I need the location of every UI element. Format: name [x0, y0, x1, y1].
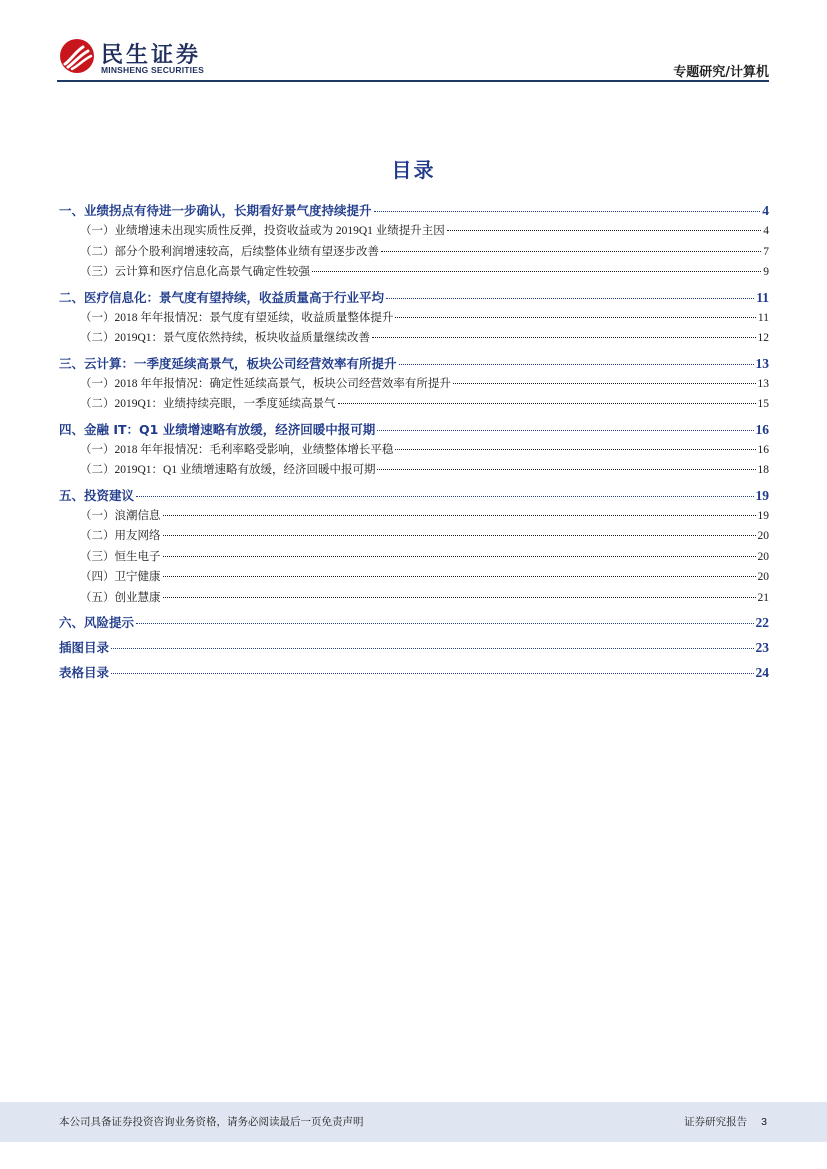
toc-subsection-entry[interactable]	[59, 375, 769, 396]
toc-entry-page: 20	[757, 571, 769, 583]
toc-dot-leader	[395, 448, 755, 450]
toc-entry-label: 三、云计算：一季度延续高景气，板块公司经营效率有所提升	[59, 355, 397, 371]
toc-subsection-entry[interactable]	[59, 309, 769, 330]
toc-entry-page: 9	[763, 266, 769, 278]
toc-entry-label: 表格目录	[59, 665, 110, 680]
toc-dot-leader	[136, 622, 753, 624]
toc-section-entry[interactable]	[59, 201, 769, 222]
toc-entry-label: 一、业绩拐点有待进一步确认，长期看好景气度持续提升	[59, 203, 372, 218]
toc-entry-page: 13	[755, 355, 769, 371]
toc-entry-label: （五）创业慧康	[80, 591, 161, 604]
toc-dot-leader	[447, 229, 761, 231]
toc-subsection-entry[interactable]	[59, 461, 769, 482]
toc-entry-page: 16	[755, 421, 769, 437]
toc-entry-label: 四、金融 IT：Q1 业绩增速略有放缓，经济回暖中报可期	[59, 421, 376, 437]
toc-entry-label: （一）2018 年年报情况：毛利率略受影响，业绩整体增长平稳	[80, 443, 394, 456]
toc-entry-page: 18	[757, 464, 769, 476]
toc-entry-label: （四）卫宁健康	[80, 571, 161, 583]
toc-subsection-entry[interactable]	[59, 329, 769, 350]
toc-dot-leader	[136, 495, 753, 497]
toc-entry-page: 16	[757, 443, 769, 456]
toc-entry-page: 20	[757, 550, 769, 563]
page-footer	[0, 1102, 827, 1142]
toc-entry-label: （三）云计算和医疗信息化高景气确定性较强	[80, 266, 310, 278]
toc-subsection-entry[interactable]	[59, 243, 769, 264]
toc-entry-page: 15	[757, 398, 769, 410]
toc-entry-page: 11	[756, 289, 769, 305]
report-category: 专题研究/计算机	[673, 65, 769, 80]
toc-entry-label: 六、风险提示	[59, 615, 135, 630]
toc-entry-label: （二）用友网络	[80, 530, 161, 542]
toc-entry-label: （二）2019Q1：Q1 业绩增速略有放缓，经济回暖中报可期	[80, 464, 376, 476]
toc-dot-leader	[111, 672, 753, 674]
toc-subsection-entry[interactable]	[59, 589, 769, 610]
toc-dot-leader	[163, 555, 756, 557]
toc-entry-page: 19	[755, 487, 769, 503]
toc-dot-leader	[372, 336, 755, 338]
toc-entry-page: 13	[757, 377, 769, 390]
toc-dot-leader	[377, 429, 753, 431]
toc-entry-page: 21	[757, 591, 769, 604]
toc-subsection-entry[interactable]	[59, 527, 769, 548]
toc-section-entry[interactable]	[59, 420, 769, 441]
toc-dot-leader	[399, 363, 754, 365]
toc-subsection-entry[interactable]	[59, 441, 769, 462]
toc-entry-page: 20	[757, 530, 769, 542]
toc-dot-leader	[312, 270, 761, 272]
toc-dot-leader	[395, 316, 756, 318]
toc-section-entry[interactable]	[59, 613, 769, 634]
toc-entry-label: 插图目录	[59, 640, 110, 655]
minsheng-logo-icon	[59, 38, 95, 74]
footer-right	[684, 1114, 767, 1129]
footer-report-type: 证券研究报告	[684, 1116, 748, 1128]
toc-entry-page: 24	[755, 665, 769, 680]
toc-subsection-entry[interactable]	[59, 507, 769, 528]
toc-section-entry[interactable]	[59, 288, 769, 309]
toc-section-entry[interactable]	[59, 354, 769, 375]
toc-subsection-entry[interactable]	[59, 263, 769, 284]
toc-title: 目录	[391, 158, 436, 182]
toc-entry-label: （二）2019Q1：景气度依然持续，板块收益质量继续改善	[80, 332, 371, 344]
toc-dot-leader	[386, 297, 754, 299]
toc-entry-label: （一）业绩增速未出现实质性反弹，投资收益或为 2019Q1 业绩提升主因	[80, 225, 445, 237]
toc-entry-page: 11	[757, 311, 769, 324]
footer-page-number: 3	[761, 1116, 767, 1128]
toc-entry-label: （三）恒生电子	[80, 550, 161, 563]
toc-dot-leader	[377, 468, 755, 470]
toc-dot-leader	[163, 575, 756, 577]
toc-subsection-entry[interactable]	[59, 548, 769, 569]
toc-entry-page: 22	[755, 615, 769, 630]
minsheng-logo	[59, 38, 219, 78]
toc-entry-page: 4	[762, 203, 769, 218]
toc-entry-page: 19	[757, 509, 769, 522]
toc-dot-leader	[374, 210, 761, 212]
toc-section-entry[interactable]	[59, 663, 769, 684]
table-of-contents	[59, 197, 769, 684]
toc-dot-leader	[338, 402, 756, 404]
header-divider	[57, 80, 769, 82]
toc-entry-label: 二、医疗信息化：景气度有望持续，收益质量高于行业平均	[59, 289, 385, 305]
toc-entry-label: （二）2019Q1：业绩持续亮眼，一季度延续高景气	[80, 398, 336, 410]
logo-chinese-name: 民生证券	[101, 43, 202, 68]
toc-entry-label: （一）2018 年年报情况：景气度有望延续，收益质量整体提升	[80, 311, 394, 324]
toc-dot-leader	[111, 647, 753, 649]
footer-disclaimer: 本公司具备证券投资咨询业务资格，请务必阅读最后一页免责声明	[59, 1116, 364, 1128]
toc-dot-leader	[453, 382, 756, 384]
toc-dot-leader	[163, 514, 756, 516]
toc-entry-label: （二）部分个股利润增速较高，后续整体业绩有望逐步改善	[80, 245, 379, 258]
toc-subsection-entry[interactable]	[59, 395, 769, 416]
toc-entry-page: 7	[763, 245, 769, 258]
toc-subsection-entry[interactable]	[59, 222, 769, 243]
toc-entry-page: 23	[755, 640, 769, 655]
logo-english-name: MINSHENG SECURITIES	[101, 65, 204, 75]
toc-dot-leader	[381, 250, 761, 252]
toc-section-entry[interactable]	[59, 486, 769, 507]
toc-dot-leader	[163, 534, 756, 536]
toc-entry-page: 4	[763, 225, 769, 237]
page-header	[0, 0, 827, 86]
toc-entry-label: 五、投资建议	[59, 487, 135, 503]
toc-dot-leader	[163, 596, 756, 598]
toc-entry-page: 12	[757, 332, 769, 344]
toc-subsection-entry[interactable]	[59, 568, 769, 589]
toc-entry-label: （一）浪潮信息	[80, 509, 161, 522]
toc-entry-label: （一）2018 年年报情况：确定性延续高景气，板块公司经营效率有所提升	[80, 377, 451, 390]
toc-section-entry[interactable]	[59, 638, 769, 659]
